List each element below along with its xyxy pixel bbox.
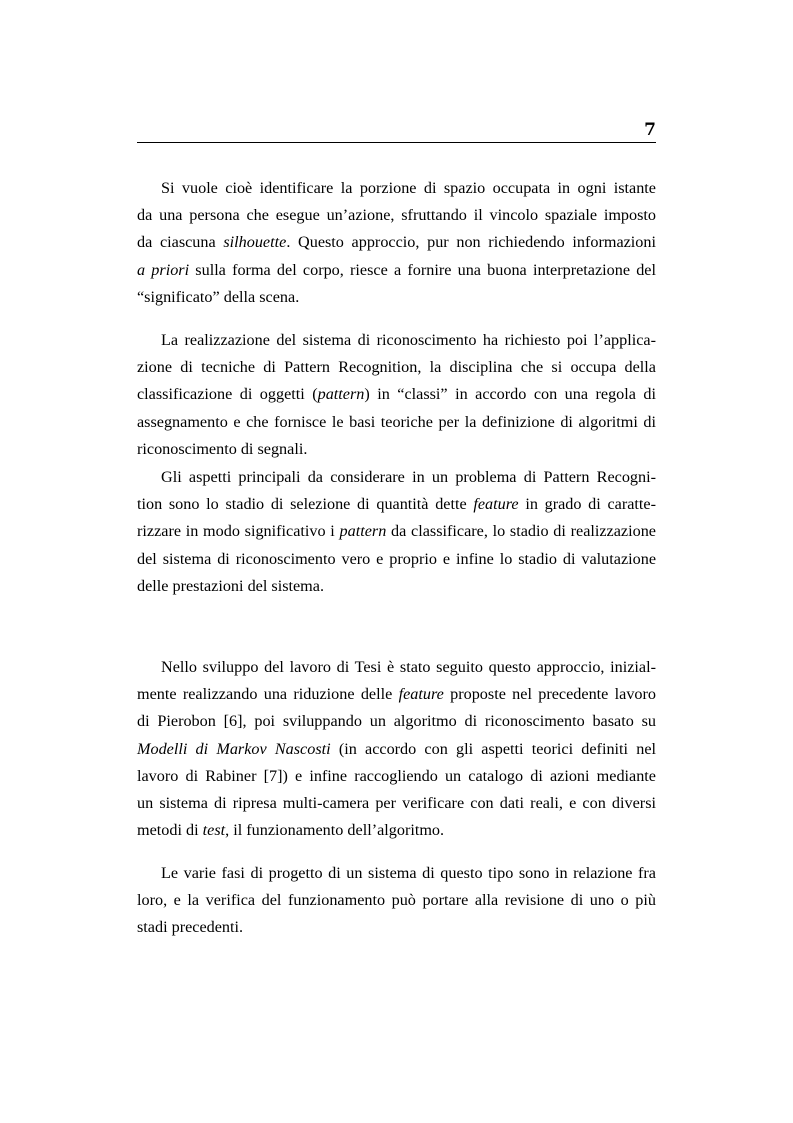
emphasis-hmm: Modelli di Markov Nascosti: [137, 739, 331, 758]
text-line: lavoro di Rabiner [7]) e infine raccogliendo un catalogo di azioni mediante: [137, 766, 656, 785]
text-span: . Questo approccio, pur non richiedendo informazioni: [286, 233, 656, 252]
emphasis-feature: feature: [473, 495, 519, 514]
text-line: [137, 257, 656, 284]
emphasis-feature: feature: [398, 685, 444, 704]
text-line: Si vuole cioè identificare la porzione di spazio occupata in ogni istante: [161, 179, 656, 197]
text-line: un sistema di ripresa multi-camera per verificare con dati reali, e con diversi: [137, 794, 656, 813]
text-line: La realizzazione del sistema di riconoscimento ha richiesto poi l’applica-: [161, 331, 656, 349]
text-line: assegnamento e che fornisce le basi teoriche per la definizione di algoritmi di: [137, 412, 656, 431]
text-span: da ciascuna: [137, 233, 224, 252]
text-span: (in accordo con gli aspetti teorici definiti nel: [330, 739, 656, 758]
paragraph-3: [137, 464, 656, 600]
text-span: , il funzionamento dell’algoritmo.: [225, 821, 445, 840]
text-span: proposte nel precedente lavoro: [443, 685, 656, 704]
text-span: in grado di caratte-: [518, 495, 656, 514]
text-line: zione di tecniche di Pattern Recognition, la disciplina che si occupa della: [137, 358, 656, 377]
text-span: sulla forma del corpo, riesce a fornire una buona interpretazione del: [189, 260, 656, 279]
text-line: da una persona che esegue un’azione, sfruttando il vincolo spaziale imposto: [137, 206, 656, 225]
text-span: mente realizzando una riduzione delle: [137, 685, 399, 704]
emphasis-silhouette: silhouette: [223, 233, 287, 252]
text-line: [137, 681, 656, 708]
text-line: [137, 518, 656, 545]
text-span: metodi di: [137, 821, 203, 840]
text-line: di Pierobon [6], poi sviluppando un algoritmo di riconoscimento basato su: [137, 712, 656, 731]
paragraph-2: [137, 327, 656, 463]
emphasis-test: test: [202, 821, 226, 840]
text-line: [137, 736, 656, 763]
text-line: [137, 491, 656, 518]
text-span: classificazione di oggetti (: [137, 385, 318, 404]
header-rule: [137, 142, 656, 143]
text-span: ) in “classi” in accordo con una regola di: [364, 385, 656, 404]
page-header: [137, 120, 656, 144]
paragraph-5: [137, 860, 656, 942]
emphasis-a-priori: a priori: [137, 260, 190, 279]
text-span: rizzare in modo significativo i: [137, 522, 340, 541]
emphasis-pattern: pattern: [317, 385, 365, 404]
text-line: loro, e la verifica del funzionamento può portare alla revisione di uno o più: [137, 891, 656, 910]
text-line: Nello sviluppo del lavoro di Tesi è stato seguito questo approccio, inizial-: [161, 658, 656, 676]
text-span: da classificare, lo stadio di realizzazione: [386, 522, 656, 541]
paragraph-4: [137, 654, 656, 844]
text-line: “significato” della scena.: [137, 287, 300, 306]
text-line: [137, 817, 656, 844]
text-line: Gli aspetti principali da considerare in un problema di Pattern Recogni-: [161, 468, 656, 486]
text-line: delle prestazioni del sistema.: [137, 576, 324, 595]
text-line: [137, 381, 656, 408]
page-number: 7: [644, 120, 656, 140]
emphasis-pattern: pattern: [339, 522, 387, 541]
text-line: stadi precedenti.: [137, 918, 244, 937]
text-line: del sistema di riconoscimento vero e proprio e infine lo stadio di valutazione: [137, 549, 656, 568]
paragraph-1: [137, 175, 656, 311]
text-line: [137, 229, 656, 256]
text-line: riconoscimento di segnali.: [137, 439, 308, 458]
text-span: tion sono lo stadio di selezione di quantità dette: [137, 495, 474, 514]
text-line: Le varie fasi di progetto di un sistema di questo tipo sono in relazione fra: [161, 864, 656, 882]
